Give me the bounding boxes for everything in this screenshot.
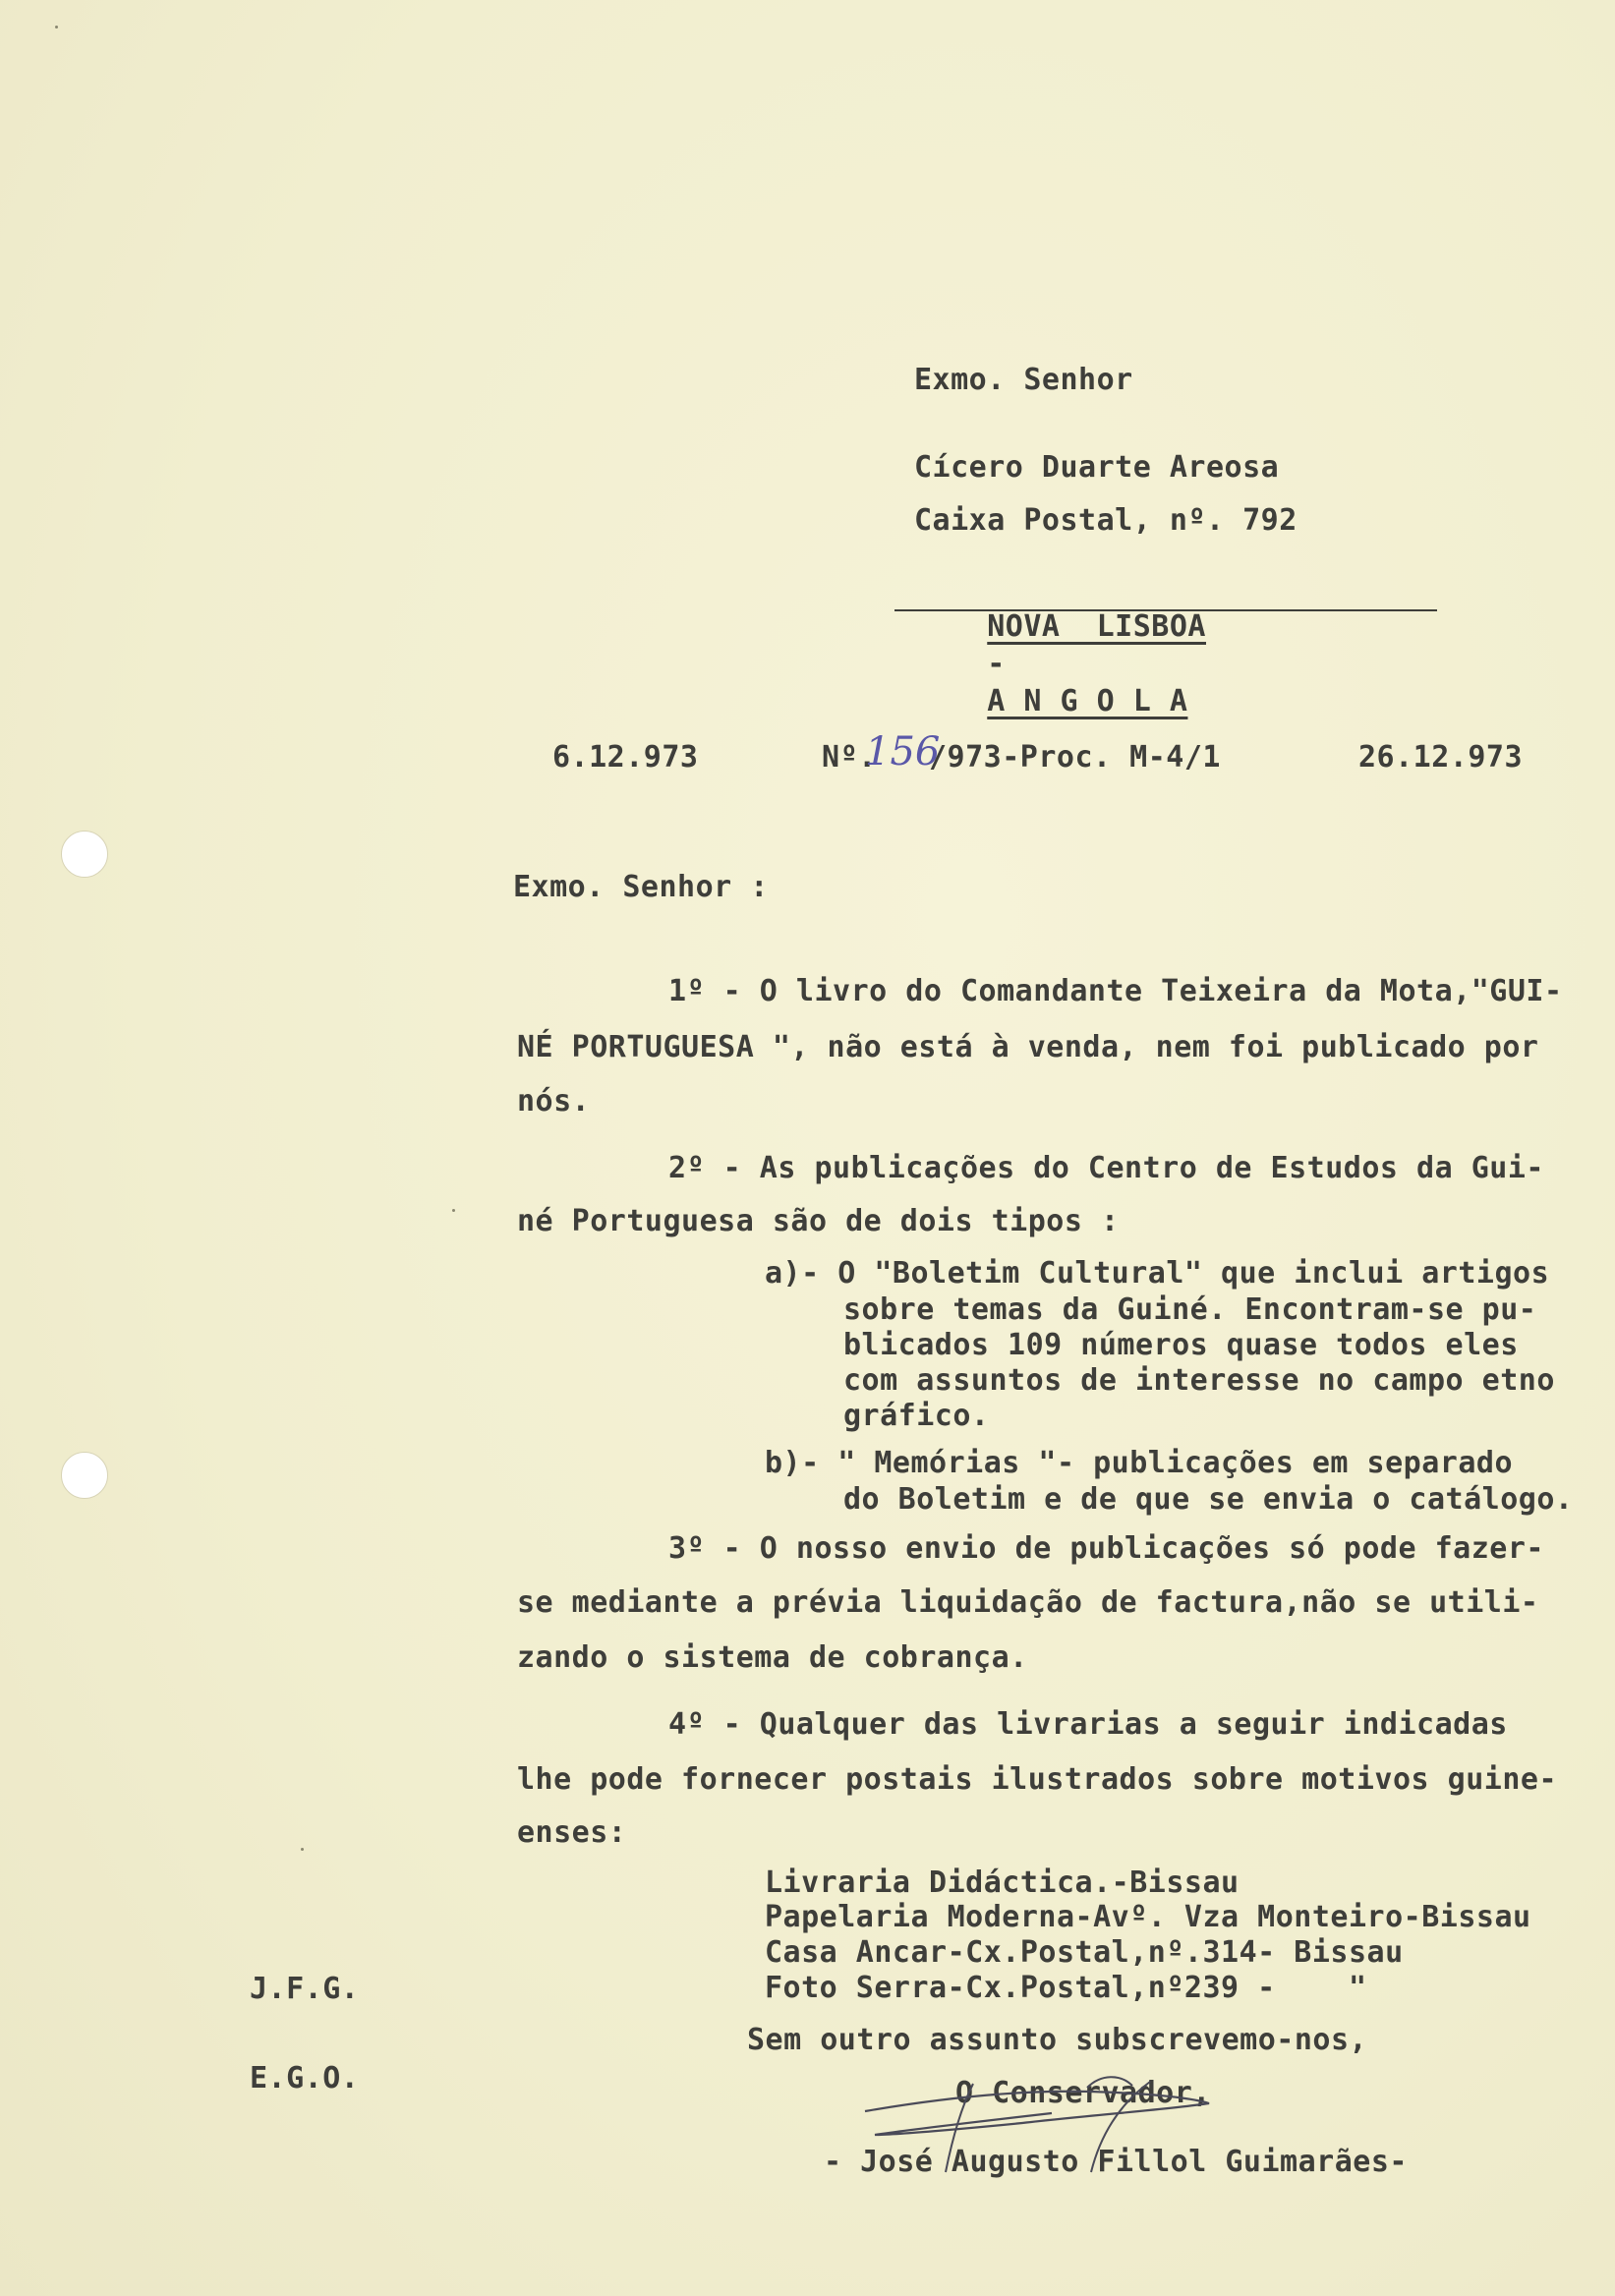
address-box: Caixa Postal, nº. 792 bbox=[914, 503, 1298, 538]
para4-line3: enses: bbox=[517, 1815, 627, 1850]
para4-line2: lhe pode fornecer postais ilustrados sobre motivos guine- bbox=[517, 1762, 1558, 1797]
para3-line2: se mediante a prévia liquidação de factura,não se utili- bbox=[517, 1585, 1539, 1620]
item-a-line3: blicados 109 números quase todos eles bbox=[843, 1328, 1519, 1362]
address-country: A N G O L A bbox=[987, 684, 1188, 718]
item-a-line1: a)- O "Boletim Cultural" que inclui artigos bbox=[765, 1256, 1550, 1291]
item-b-line1: b)- " Memórias "- publicações em separado bbox=[765, 1446, 1514, 1480]
initials-first: J.F.G. bbox=[250, 1972, 360, 2006]
para1-line2: NÉ PORTUGUESA ", não está à venda, nem foi publicado por bbox=[517, 1030, 1539, 1064]
initials-second: E.G.O. bbox=[250, 2061, 360, 2095]
punch-hole-top bbox=[61, 831, 108, 878]
item-a-line4: com assuntos de interesse no campo etno bbox=[843, 1363, 1555, 1398]
address-city-line bbox=[914, 571, 1206, 758]
paper-speck bbox=[452, 1209, 455, 1212]
shop-line2: Papelaria Moderna-Avº. Vza Monteiro-Bissau bbox=[765, 1900, 1531, 1934]
para1-line3: nós. bbox=[517, 1084, 591, 1119]
greeting: Exmo. Senhor : bbox=[513, 870, 769, 904]
signer-name: - José Augusto Fillol Guimarães- bbox=[824, 2145, 1408, 2179]
para2-line2: né Portuguesa são de dois tipos : bbox=[517, 1204, 1120, 1238]
address-name: Cícero Duarte Areosa bbox=[914, 450, 1280, 485]
para3-line1: 3º - O nosso envio de publicações só pode fazer- bbox=[668, 1531, 1544, 1566]
shop-line4: Foto Serra-Cx.Postal,nº239 - " bbox=[765, 1971, 1367, 2005]
reference-date-right: 26.12.973 bbox=[1358, 740, 1524, 775]
address-salutation: Exmo. Senhor bbox=[914, 363, 1133, 397]
shop-line1: Livraria Didáctica.-Bissau bbox=[765, 1866, 1240, 1900]
address-underline bbox=[894, 607, 1437, 613]
punch-hole-bottom bbox=[61, 1452, 108, 1499]
para3-line3: zando o sistema de cobrança. bbox=[517, 1640, 1028, 1675]
item-a-line2: sobre temas da Guiné. Encontram-se pu- bbox=[843, 1292, 1537, 1327]
item-a-line5: gráfico. bbox=[843, 1399, 990, 1433]
para2-line1: 2º - As publicações do Centro de Estudos da Gui- bbox=[668, 1151, 1544, 1185]
address-dash: - bbox=[987, 647, 1006, 681]
paper-speck bbox=[55, 26, 58, 29]
reference-number-handwritten: 156 bbox=[865, 729, 941, 775]
reference-number-prefix: Nº. bbox=[822, 740, 877, 775]
paper-speck bbox=[301, 1848, 304, 1851]
para4-line1: 4º - Qualquer das livrarias a seguir indicadas bbox=[668, 1707, 1508, 1742]
para1-line1: 1º - O livro do Comandante Teixeira da Mota,"GUI- bbox=[668, 974, 1563, 1008]
closing-line: Sem outro assunto subscrevemo-nos, bbox=[747, 2023, 1368, 2057]
item-b-line2: do Boletim e de que se envia o catálogo. bbox=[843, 1482, 1574, 1517]
reference-date-left: 6.12.973 bbox=[552, 740, 699, 775]
shop-line3: Casa Ancar-Cx.Postal,nº.314- Bissau bbox=[765, 1935, 1404, 1970]
reference-number-suffix: /973-Proc. M-4/1 bbox=[929, 740, 1221, 775]
closing-role: O Conservador, bbox=[955, 2076, 1211, 2110]
address-city: NOVA LISBOA bbox=[987, 609, 1206, 644]
